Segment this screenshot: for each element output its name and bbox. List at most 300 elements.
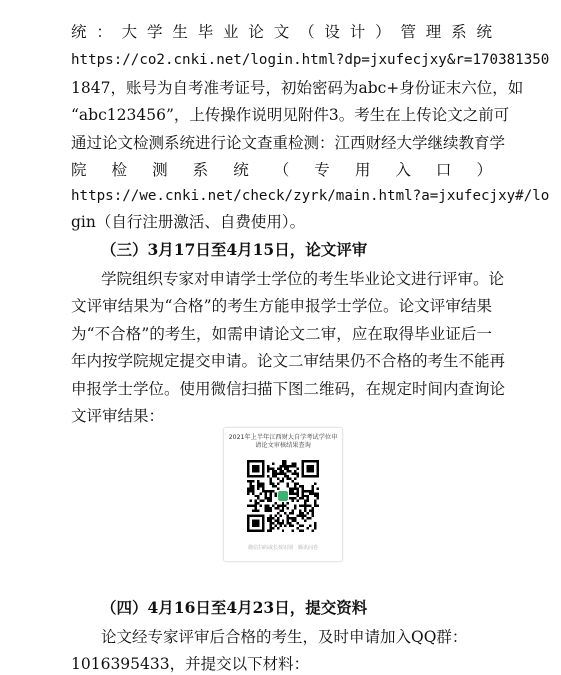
qr-module	[294, 520, 296, 522]
qr-module	[294, 485, 296, 487]
qr-module	[312, 470, 314, 472]
qr-module	[302, 505, 304, 507]
qr-module	[267, 505, 269, 507]
qr-module	[274, 485, 276, 487]
qr-module	[287, 467, 289, 469]
text-line: “abc123456”，上传操作说明见附件3。考生在上传论文之前可	[71, 106, 510, 124]
qr-module	[282, 472, 284, 474]
qr-title: 2021年上半年江西财大自学考试学位申请论文审核结果查询	[228, 434, 338, 449]
qr-module	[289, 492, 291, 494]
qr-module	[262, 485, 264, 487]
qr-module	[264, 510, 266, 512]
qr-module	[262, 487, 264, 489]
qr-module	[302, 475, 304, 477]
qr-module	[267, 507, 269, 509]
qr-module	[277, 517, 279, 519]
qr-module	[272, 472, 274, 474]
qr-module	[252, 492, 254, 494]
qr-module	[254, 495, 256, 497]
qr-module	[312, 465, 314, 467]
qr-module	[302, 472, 304, 474]
qr-module	[282, 520, 284, 522]
qr-module	[274, 470, 276, 472]
qr-module	[294, 487, 296, 489]
qr-module	[262, 515, 264, 517]
paragraph-line: 申报学士学位。使用微信扫描下图二维码，在规定时间内查询论	[71, 380, 506, 398]
qr-module	[262, 482, 264, 484]
qr-module	[299, 530, 301, 532]
qr-module	[282, 477, 284, 479]
qr-module	[269, 480, 271, 482]
qr-module	[277, 505, 279, 507]
qr-module	[267, 467, 269, 469]
paragraph-line: 1016395433，并提交以下材料：	[71, 655, 310, 673]
qr-module	[282, 505, 284, 507]
qr-module	[247, 505, 249, 507]
qr-module	[247, 462, 249, 464]
qr-module	[272, 467, 274, 469]
qr-module	[302, 530, 304, 532]
qr-module	[247, 472, 249, 474]
qr-module	[317, 497, 319, 499]
qr-module	[257, 522, 259, 524]
qr-module	[269, 497, 271, 499]
qr-module	[287, 475, 289, 477]
section-heading: （三）3月17日至4月15日，论文评审	[101, 240, 368, 259]
qr-module	[292, 517, 294, 519]
qr-module	[289, 465, 291, 467]
qr-module	[249, 490, 251, 492]
qr-module	[287, 520, 289, 522]
qr-module	[254, 530, 256, 532]
qr-module	[287, 515, 289, 517]
paragraph-line: 文评审结果：	[71, 407, 165, 425]
qr-module	[307, 475, 309, 477]
qr-module	[287, 507, 289, 509]
paragraph-line: 学院组织专家对申请学士学位的考生毕业论文进行评审。论	[101, 270, 505, 288]
qr-module	[297, 475, 299, 477]
qr-module	[254, 522, 256, 524]
qr-module	[269, 510, 271, 512]
qr-module	[259, 500, 261, 502]
qr-module	[284, 512, 286, 514]
qr-module	[247, 517, 249, 519]
qr-module	[247, 522, 249, 524]
qr-module	[304, 475, 306, 477]
qr-module	[269, 467, 271, 469]
qr-module	[284, 465, 286, 467]
qr-module	[292, 497, 294, 499]
qr-module	[294, 492, 296, 494]
qr-module	[252, 470, 254, 472]
qr-module	[282, 460, 284, 462]
qr-module	[302, 492, 304, 494]
qr-module	[257, 465, 259, 467]
qr-module	[307, 517, 309, 519]
qr-module	[247, 525, 249, 527]
qr-module	[274, 515, 276, 517]
qr-module	[307, 465, 309, 467]
qr-module	[302, 465, 304, 467]
qr-module	[277, 487, 279, 489]
qr-module	[274, 492, 276, 494]
qr-module	[299, 512, 301, 514]
qr-module	[317, 465, 319, 467]
qr-module	[277, 507, 279, 509]
qr-module	[277, 512, 279, 514]
qr-module	[269, 507, 271, 509]
qr-module	[279, 525, 281, 527]
qr-module	[274, 525, 276, 527]
qr-module	[317, 470, 319, 472]
qr-module	[254, 520, 256, 522]
qr-module	[274, 507, 276, 509]
qr-module	[282, 480, 284, 482]
qr-module	[317, 487, 319, 489]
qr-module	[282, 470, 284, 472]
qr-module	[259, 475, 261, 477]
qr-module	[257, 467, 259, 469]
qr-module	[279, 465, 281, 467]
qr-module	[307, 460, 309, 462]
qr-module	[257, 520, 259, 522]
qr-module	[284, 505, 286, 507]
qr-module	[269, 482, 271, 484]
qr-module	[257, 487, 259, 489]
qr-module	[292, 462, 294, 464]
qr-module	[294, 470, 296, 472]
qr-module	[269, 495, 271, 497]
qr-module	[267, 500, 269, 502]
qr-module	[307, 497, 309, 499]
qr-module	[292, 472, 294, 474]
qr-module	[297, 487, 299, 489]
qr-module	[282, 462, 284, 464]
qr-module	[274, 475, 276, 477]
qr-module	[284, 525, 286, 527]
qr-module	[284, 472, 286, 474]
qr-module	[292, 530, 294, 532]
qr-module	[309, 475, 311, 477]
qr-module	[284, 475, 286, 477]
qr-module	[274, 472, 276, 474]
qr-module	[289, 490, 291, 492]
qr-module	[277, 477, 279, 479]
qr-card	[223, 427, 343, 562]
qr-module	[309, 510, 311, 512]
qr-module	[309, 505, 311, 507]
qr-module	[274, 502, 276, 504]
qr-module	[317, 467, 319, 469]
qr-module	[307, 467, 309, 469]
qr-module	[264, 490, 266, 492]
qr-module	[249, 482, 251, 484]
qr-module	[304, 505, 306, 507]
qr-module	[314, 502, 316, 504]
qr-module	[247, 487, 249, 489]
qr-module	[257, 530, 259, 532]
qr-module	[312, 530, 314, 532]
qr-module	[307, 527, 309, 529]
qr-module	[277, 527, 279, 529]
qr-module	[247, 470, 249, 472]
qr-module	[262, 470, 264, 472]
qr-module	[292, 487, 294, 489]
qr-module	[312, 510, 314, 512]
qr-module	[277, 520, 279, 522]
qr-module	[312, 490, 314, 492]
qr-module	[247, 475, 249, 477]
qr-module	[287, 522, 289, 524]
qr-module	[312, 487, 314, 489]
paragraph-line: 为“不合格”的考生，如需申请论文二审，应在取得毕业证后一	[71, 325, 492, 343]
qr-module	[292, 500, 294, 502]
qr-module	[307, 470, 309, 472]
qr-module	[294, 482, 296, 484]
qr-module	[304, 510, 306, 512]
qr-module	[304, 495, 306, 497]
qr-module	[302, 462, 304, 464]
qr-module	[312, 460, 314, 462]
qr-module	[262, 517, 264, 519]
qr-module	[277, 467, 279, 469]
qr-module	[272, 485, 274, 487]
qr-module	[247, 490, 249, 492]
qr-module	[277, 482, 279, 484]
qr-module	[269, 477, 271, 479]
qr-module	[302, 490, 304, 492]
qr-module	[287, 517, 289, 519]
qr-module	[289, 497, 291, 499]
text-line: 1847，账号为自考准考证号，初始密码为abc+身份证末六位，如	[71, 79, 524, 97]
qr-module	[247, 492, 249, 494]
qr-module	[249, 485, 251, 487]
qr-module	[257, 510, 259, 512]
qr-module	[309, 525, 311, 527]
qr-module	[289, 470, 291, 472]
qr-module	[252, 522, 254, 524]
qr-module	[289, 477, 291, 479]
qr-module	[309, 490, 311, 492]
qr-module	[294, 507, 296, 509]
qr-module	[304, 500, 306, 502]
qr-module	[289, 517, 291, 519]
qr-module	[307, 495, 309, 497]
qr-module	[269, 522, 271, 524]
qr-module	[249, 515, 251, 517]
qr-module	[302, 525, 304, 527]
qr-module	[272, 470, 274, 472]
qr-module	[287, 477, 289, 479]
qr-module	[284, 467, 286, 469]
qr-module	[292, 480, 294, 482]
qr-module	[314, 460, 316, 462]
qr-module	[297, 467, 299, 469]
qr-module	[269, 492, 271, 494]
paragraph-line: 文评审结果为“合格”的考生方能申报学士学位。论文评审结果	[71, 297, 492, 315]
qr-module	[297, 472, 299, 474]
qr-module	[269, 525, 271, 527]
qr-module	[254, 460, 256, 462]
qr-module	[252, 520, 254, 522]
qr-module	[304, 520, 306, 522]
qr-module	[299, 485, 301, 487]
qr-module	[254, 502, 256, 504]
qr-module	[292, 490, 294, 492]
qr-module	[257, 480, 259, 482]
qr-module	[279, 522, 281, 524]
qr-module	[297, 527, 299, 529]
qr-module	[254, 475, 256, 477]
qr-module	[297, 495, 299, 497]
qr-module	[252, 460, 254, 462]
qr-module	[302, 497, 304, 499]
qr-module	[312, 512, 314, 514]
qr-module	[249, 475, 251, 477]
qr-module	[302, 512, 304, 514]
qr-module	[309, 467, 311, 469]
qr-module	[264, 497, 266, 499]
qr-module	[262, 460, 264, 462]
qr-module	[317, 462, 319, 464]
qr-module	[257, 502, 259, 504]
qr-module	[307, 490, 309, 492]
qr-module	[247, 520, 249, 522]
qr-module	[272, 490, 274, 492]
qr-module	[317, 475, 319, 477]
qr-module	[259, 482, 261, 484]
qr-module	[252, 485, 254, 487]
qr-module	[307, 512, 309, 514]
qr-module	[267, 517, 269, 519]
qr-module	[272, 505, 274, 507]
qr-module	[294, 462, 296, 464]
qr-module	[287, 482, 289, 484]
qr-module	[314, 482, 316, 484]
qr-module	[257, 495, 259, 497]
qr-module	[309, 470, 311, 472]
qr-module	[309, 517, 311, 519]
qr-module	[262, 475, 264, 477]
qr-module	[287, 465, 289, 467]
qr-module	[249, 500, 251, 502]
qr-module	[257, 485, 259, 487]
qr-module	[257, 475, 259, 477]
qr-module	[294, 472, 296, 474]
url-line[interactable]: https://we.cnki.net/check/zyrk/main.html?a=jxufecjxy#/lo	[71, 188, 550, 204]
qr-module	[297, 500, 299, 502]
qr-module	[252, 530, 254, 532]
qr-module	[289, 487, 291, 489]
qr-module	[304, 502, 306, 504]
qr-module	[279, 480, 281, 482]
qr-module	[314, 527, 316, 529]
qr-module	[267, 475, 269, 477]
qr-module	[317, 472, 319, 474]
qr-module	[249, 487, 251, 489]
qr-module	[252, 525, 254, 527]
qr-module	[264, 492, 266, 494]
qr-module	[267, 497, 269, 499]
qr-module	[299, 525, 301, 527]
qr-module	[309, 460, 311, 462]
qr-module	[317, 460, 319, 462]
qr-module	[314, 505, 316, 507]
qr-module	[304, 507, 306, 509]
section-heading: （四）4月16日至4月23日，提交资料	[101, 598, 368, 617]
qr-module	[249, 460, 251, 462]
qr-module	[284, 460, 286, 462]
qr-module	[314, 525, 316, 527]
qr-module	[272, 462, 274, 464]
qr-module	[247, 467, 249, 469]
qr-module	[247, 515, 249, 517]
qr-module	[269, 490, 271, 492]
qr-module	[269, 530, 271, 532]
qr-module	[302, 515, 304, 517]
qr-module	[247, 465, 249, 467]
qr-module	[274, 495, 276, 497]
qr-module	[252, 467, 254, 469]
qr-module	[309, 465, 311, 467]
qr-module	[262, 530, 264, 532]
qr-module	[292, 525, 294, 527]
qr-module	[317, 495, 319, 497]
qr-module	[307, 505, 309, 507]
qr-module	[252, 515, 254, 517]
qr-code-image[interactable]	[247, 460, 319, 532]
qr-module	[267, 530, 269, 532]
qr-module	[282, 465, 284, 467]
qr-module	[282, 507, 284, 509]
qr-module	[257, 470, 259, 472]
qr-module	[279, 470, 281, 472]
qr-footer: 微信扫码或长按识别 腾讯问卷	[247, 545, 318, 551]
qr-module	[277, 522, 279, 524]
text-line: 通过论文检测系统进行论文查重检测：江西财经大学继续教育学	[71, 134, 506, 152]
qr-module	[302, 517, 304, 519]
url-line[interactable]: https://co2.cnki.net/login.html?dp=jxufecjxy&r=170381350	[71, 52, 550, 68]
qr-module	[257, 515, 259, 517]
qr-module	[259, 485, 261, 487]
qr-module	[312, 507, 314, 509]
qr-module	[279, 510, 281, 512]
qr-module	[264, 495, 266, 497]
qr-module	[267, 510, 269, 512]
qr-module	[259, 460, 261, 462]
qr-module	[314, 495, 316, 497]
qr-module	[279, 515, 281, 517]
qr-module	[264, 507, 266, 509]
qr-module	[274, 520, 276, 522]
qr-module	[309, 492, 311, 494]
qr-module	[297, 490, 299, 492]
qr-module	[272, 517, 274, 519]
qr-module	[304, 490, 306, 492]
qr-module	[249, 505, 251, 507]
qr-module	[297, 492, 299, 494]
qr-module	[254, 505, 256, 507]
qr-module	[312, 492, 314, 494]
qr-module	[272, 475, 274, 477]
qr-module	[269, 520, 271, 522]
qr-module	[277, 472, 279, 474]
qr-module	[302, 485, 304, 487]
qr-module	[294, 517, 296, 519]
qr-module	[294, 505, 296, 507]
qr-module	[279, 467, 281, 469]
qr-module	[259, 505, 261, 507]
